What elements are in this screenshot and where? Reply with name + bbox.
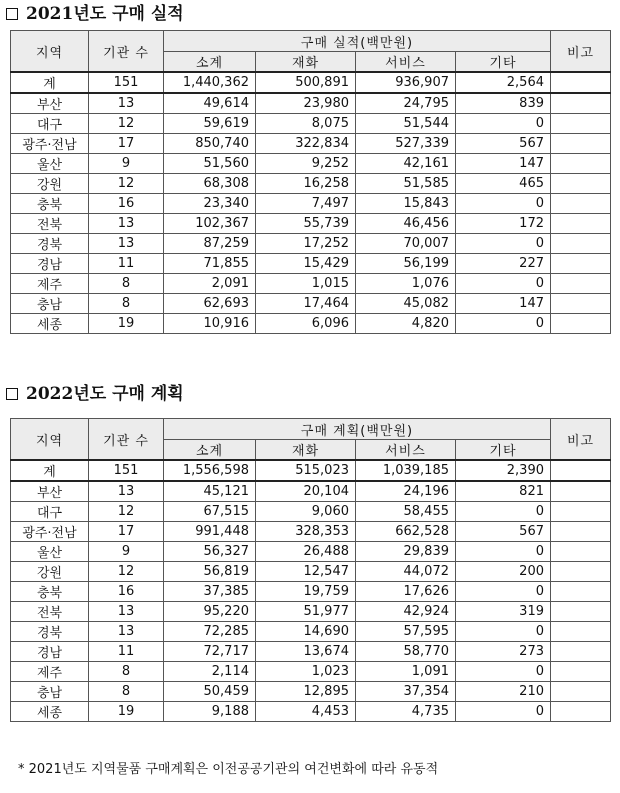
table-row <box>11 314 611 334</box>
cell-subtotal: 37,385 <box>164 582 256 602</box>
cell-services: 51,585 <box>356 174 456 194</box>
cell-region: 경북 <box>11 622 89 642</box>
cell-orgs: 9 <box>89 154 164 174</box>
header-region: 지역 <box>11 419 89 461</box>
table-row <box>11 254 611 274</box>
cell-region: 울산 <box>11 542 89 562</box>
cell-other: 2,564 <box>456 72 551 93</box>
cell-orgs: 13 <box>89 234 164 254</box>
table-row <box>11 602 611 622</box>
cell-goods: 51,977 <box>256 602 356 622</box>
cell-region: 충남 <box>11 294 89 314</box>
cell-orgs: 13 <box>89 481 164 502</box>
header-group: 구매 계획(백만원) <box>164 419 551 440</box>
cell-subtotal: 45,121 <box>164 481 256 502</box>
checkbox-square-icon <box>6 388 18 400</box>
cell-other: 273 <box>456 642 551 662</box>
cell-goods: 515,023 <box>256 460 356 481</box>
cell-other: 0 <box>456 114 551 134</box>
cell-goods: 500,891 <box>256 72 356 93</box>
cell-other: 147 <box>456 154 551 174</box>
cell-remarks <box>551 481 611 502</box>
cell-orgs: 151 <box>89 460 164 481</box>
cell-orgs: 11 <box>89 642 164 662</box>
cell-services: 24,795 <box>356 93 456 114</box>
cell-services: 56,199 <box>356 254 456 274</box>
cell-other: 0 <box>456 274 551 294</box>
cell-orgs: 17 <box>89 522 164 542</box>
table-row <box>11 93 611 114</box>
cell-region: 울산 <box>11 154 89 174</box>
cell-orgs: 19 <box>89 702 164 722</box>
cell-orgs: 12 <box>89 502 164 522</box>
cell-subtotal: 71,855 <box>164 254 256 274</box>
cell-goods: 55,739 <box>256 214 356 234</box>
cell-goods: 328,353 <box>256 522 356 542</box>
table-row <box>11 522 611 542</box>
cell-goods: 20,104 <box>256 481 356 502</box>
cell-other: 0 <box>456 542 551 562</box>
cell-services: 37,354 <box>356 682 456 702</box>
header-region: 지역 <box>11 31 89 73</box>
cell-subtotal: 59,619 <box>164 114 256 134</box>
cell-orgs: 12 <box>89 562 164 582</box>
section2-title-text: 2022년도 구매 계획 <box>26 384 184 404</box>
cell-remarks <box>551 294 611 314</box>
section1-title <box>6 4 184 24</box>
cell-remarks <box>551 134 611 154</box>
cell-goods: 7,497 <box>256 194 356 214</box>
header-services: 서비스 <box>356 52 456 73</box>
cell-other: 821 <box>456 481 551 502</box>
cell-goods: 17,252 <box>256 234 356 254</box>
cell-other: 200 <box>456 562 551 582</box>
cell-subtotal: 49,614 <box>164 93 256 114</box>
cell-region: 전북 <box>11 602 89 622</box>
cell-subtotal: 62,693 <box>164 294 256 314</box>
cell-subtotal: 68,308 <box>164 174 256 194</box>
cell-goods: 12,895 <box>256 682 356 702</box>
cell-region: 대구 <box>11 114 89 134</box>
cell-goods: 9,060 <box>256 502 356 522</box>
table-row <box>11 662 611 682</box>
cell-orgs: 13 <box>89 93 164 114</box>
cell-subtotal: 72,717 <box>164 642 256 662</box>
table-row <box>11 481 611 502</box>
cell-services: 42,161 <box>356 154 456 174</box>
cell-services: 57,595 <box>356 622 456 642</box>
cell-subtotal: 72,285 <box>164 622 256 642</box>
cell-remarks <box>551 314 611 334</box>
cell-subtotal: 102,367 <box>164 214 256 234</box>
cell-remarks <box>551 194 611 214</box>
cell-subtotal: 23,340 <box>164 194 256 214</box>
table-row <box>11 214 611 234</box>
cell-region: 광주·전남 <box>11 134 89 154</box>
cell-other: 0 <box>456 502 551 522</box>
cell-region: 부산 <box>11 481 89 502</box>
table-row <box>11 682 611 702</box>
cell-services: 936,907 <box>356 72 456 93</box>
cell-remarks <box>551 72 611 93</box>
cell-other: 147 <box>456 294 551 314</box>
section1-title-text: 2021년도 구매 실적 <box>26 4 184 24</box>
table-row <box>11 194 611 214</box>
cell-subtotal: 10,916 <box>164 314 256 334</box>
checkbox-square-icon <box>6 8 18 20</box>
cell-remarks <box>551 522 611 542</box>
cell-region: 강원 <box>11 174 89 194</box>
cell-services: 15,843 <box>356 194 456 214</box>
table-row <box>11 542 611 562</box>
cell-orgs: 13 <box>89 602 164 622</box>
cell-orgs: 16 <box>89 582 164 602</box>
table-row <box>11 234 611 254</box>
table-row <box>11 114 611 134</box>
header-orgs: 기관 수 <box>89 31 164 73</box>
header-remarks: 비고 <box>551 419 611 461</box>
cell-goods: 1,023 <box>256 662 356 682</box>
table-row <box>11 274 611 294</box>
cell-goods: 8,075 <box>256 114 356 134</box>
cell-goods: 6,096 <box>256 314 356 334</box>
cell-remarks <box>551 662 611 682</box>
cell-subtotal: 1,440,362 <box>164 72 256 93</box>
cell-services: 44,072 <box>356 562 456 582</box>
cell-orgs: 12 <box>89 174 164 194</box>
table-row <box>11 154 611 174</box>
cell-region: 제주 <box>11 274 89 294</box>
cell-services: 58,770 <box>356 642 456 662</box>
cell-remarks <box>551 582 611 602</box>
cell-other: 0 <box>456 702 551 722</box>
cell-orgs: 8 <box>89 682 164 702</box>
cell-orgs: 16 <box>89 194 164 214</box>
total-row <box>11 72 611 93</box>
cell-services: 24,196 <box>356 481 456 502</box>
cell-other: 839 <box>456 93 551 114</box>
cell-remarks <box>551 682 611 702</box>
header-other: 기타 <box>456 440 551 461</box>
table-row <box>11 642 611 662</box>
cell-goods: 17,464 <box>256 294 356 314</box>
cell-goods: 12,547 <box>256 562 356 582</box>
cell-goods: 26,488 <box>256 542 356 562</box>
cell-goods: 14,690 <box>256 622 356 642</box>
cell-subtotal: 87,259 <box>164 234 256 254</box>
footnote: * 2021년도 지역물품 구매계획은 이전공공기관의 여건변화에 따라 유동적 <box>18 762 439 777</box>
cell-services: 29,839 <box>356 542 456 562</box>
purchase-results-table <box>10 30 611 334</box>
cell-subtotal: 991,448 <box>164 522 256 542</box>
cell-services: 70,007 <box>356 234 456 254</box>
table-row <box>11 582 611 602</box>
cell-remarks <box>551 562 611 582</box>
cell-subtotal: 2,091 <box>164 274 256 294</box>
cell-goods: 15,429 <box>256 254 356 274</box>
cell-orgs: 17 <box>89 134 164 154</box>
header-subtotal: 소계 <box>164 52 256 73</box>
cell-orgs: 8 <box>89 294 164 314</box>
cell-other: 0 <box>456 314 551 334</box>
cell-remarks <box>551 214 611 234</box>
cell-orgs: 19 <box>89 314 164 334</box>
header-goods: 재화 <box>256 440 356 461</box>
table-row <box>11 702 611 722</box>
cell-services: 1,091 <box>356 662 456 682</box>
cell-other: 567 <box>456 522 551 542</box>
header-remarks: 비고 <box>551 31 611 73</box>
cell-other: 0 <box>456 194 551 214</box>
table-row <box>11 502 611 522</box>
cell-region: 계 <box>11 460 89 481</box>
cell-services: 42,924 <box>356 602 456 622</box>
cell-other: 0 <box>456 234 551 254</box>
cell-remarks <box>551 502 611 522</box>
header-orgs: 기관 수 <box>89 419 164 461</box>
cell-other: 319 <box>456 602 551 622</box>
cell-subtotal: 50,459 <box>164 682 256 702</box>
cell-region: 제주 <box>11 662 89 682</box>
cell-orgs: 13 <box>89 214 164 234</box>
table-row <box>11 562 611 582</box>
cell-services: 527,339 <box>356 134 456 154</box>
cell-services: 1,039,185 <box>356 460 456 481</box>
header-goods: 재화 <box>256 52 356 73</box>
cell-goods: 13,674 <box>256 642 356 662</box>
cell-subtotal: 95,220 <box>164 602 256 622</box>
cell-region: 경북 <box>11 234 89 254</box>
cell-goods: 322,834 <box>256 134 356 154</box>
cell-region: 경남 <box>11 254 89 274</box>
cell-region: 계 <box>11 72 89 93</box>
cell-goods: 9,252 <box>256 154 356 174</box>
table-row <box>11 174 611 194</box>
cell-remarks <box>551 154 611 174</box>
cell-orgs: 9 <box>89 542 164 562</box>
cell-other: 0 <box>456 662 551 682</box>
cell-services: 46,456 <box>356 214 456 234</box>
cell-remarks <box>551 234 611 254</box>
cell-subtotal: 56,327 <box>164 542 256 562</box>
cell-region: 부산 <box>11 93 89 114</box>
cell-remarks <box>551 702 611 722</box>
cell-goods: 1,015 <box>256 274 356 294</box>
cell-region: 경남 <box>11 642 89 662</box>
cell-other: 172 <box>456 214 551 234</box>
cell-subtotal: 9,188 <box>164 702 256 722</box>
cell-remarks <box>551 274 611 294</box>
cell-other: 567 <box>456 134 551 154</box>
cell-orgs: 8 <box>89 274 164 294</box>
header-services: 서비스 <box>356 440 456 461</box>
cell-orgs: 12 <box>89 114 164 134</box>
cell-services: 17,626 <box>356 582 456 602</box>
cell-goods: 16,258 <box>256 174 356 194</box>
cell-orgs: 8 <box>89 662 164 682</box>
cell-other: 210 <box>456 682 551 702</box>
cell-region: 대구 <box>11 502 89 522</box>
cell-subtotal: 51,560 <box>164 154 256 174</box>
cell-region: 세종 <box>11 314 89 334</box>
cell-other: 465 <box>456 174 551 194</box>
cell-goods: 4,453 <box>256 702 356 722</box>
total-row <box>11 460 611 481</box>
header-group: 구매 실적(백만원) <box>164 31 551 52</box>
purchase-plan-table <box>10 418 611 722</box>
cell-region: 세종 <box>11 702 89 722</box>
cell-subtotal: 2,114 <box>164 662 256 682</box>
cell-orgs: 13 <box>89 622 164 642</box>
cell-remarks <box>551 93 611 114</box>
cell-services: 4,820 <box>356 314 456 334</box>
cell-subtotal: 56,819 <box>164 562 256 582</box>
cell-orgs: 11 <box>89 254 164 274</box>
cell-remarks <box>551 460 611 481</box>
table-row <box>11 134 611 154</box>
cell-other: 0 <box>456 582 551 602</box>
cell-services: 662,528 <box>356 522 456 542</box>
cell-remarks <box>551 542 611 562</box>
cell-services: 45,082 <box>356 294 456 314</box>
cell-other: 2,390 <box>456 460 551 481</box>
cell-services: 58,455 <box>356 502 456 522</box>
cell-services: 1,076 <box>356 274 456 294</box>
cell-remarks <box>551 114 611 134</box>
cell-other: 227 <box>456 254 551 274</box>
cell-remarks <box>551 254 611 274</box>
cell-other: 0 <box>456 622 551 642</box>
cell-goods: 23,980 <box>256 93 356 114</box>
section2-title <box>6 384 184 404</box>
cell-region: 충북 <box>11 194 89 214</box>
header-subtotal: 소계 <box>164 440 256 461</box>
cell-region: 충남 <box>11 682 89 702</box>
cell-region: 광주·전남 <box>11 522 89 542</box>
table-row <box>11 294 611 314</box>
cell-region: 강원 <box>11 562 89 582</box>
cell-subtotal: 850,740 <box>164 134 256 154</box>
cell-goods: 19,759 <box>256 582 356 602</box>
cell-region: 전북 <box>11 214 89 234</box>
cell-subtotal: 1,556,598 <box>164 460 256 481</box>
cell-subtotal: 67,515 <box>164 502 256 522</box>
cell-remarks <box>551 622 611 642</box>
header-other: 기타 <box>456 52 551 73</box>
table-row <box>11 622 611 642</box>
cell-remarks <box>551 602 611 622</box>
cell-region: 충북 <box>11 582 89 602</box>
cell-orgs: 151 <box>89 72 164 93</box>
cell-remarks <box>551 174 611 194</box>
cell-services: 4,735 <box>356 702 456 722</box>
cell-services: 51,544 <box>356 114 456 134</box>
cell-remarks <box>551 642 611 662</box>
